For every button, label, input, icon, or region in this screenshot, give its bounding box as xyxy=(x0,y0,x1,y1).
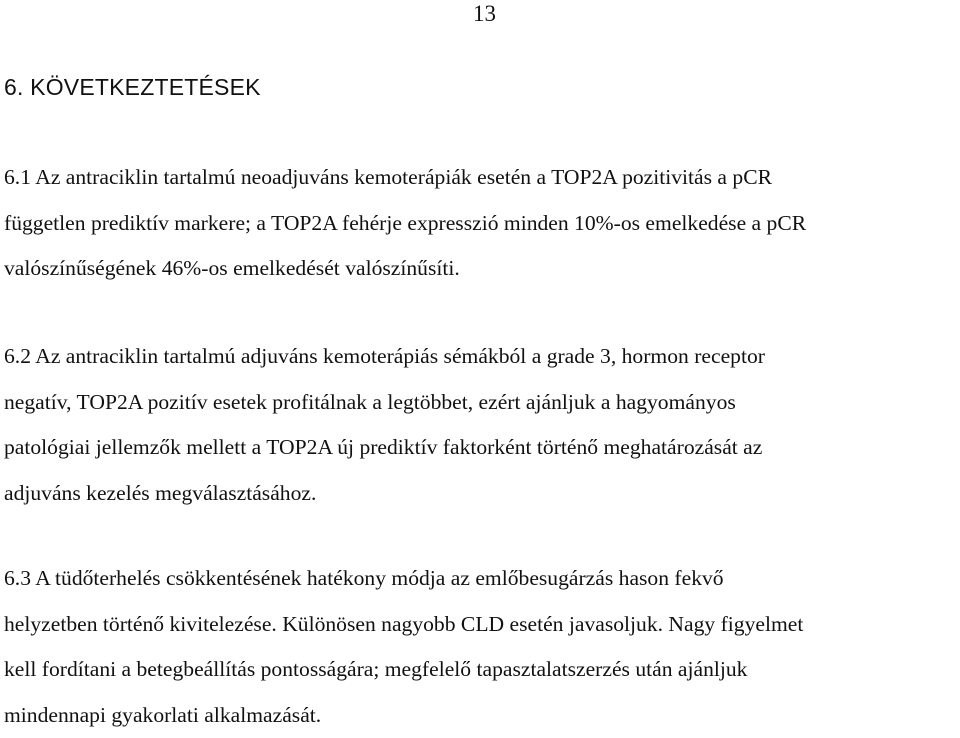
line-text: Az antraciklin tartalmú adjuváns kemoterápiás sémákból a grade 3, hormon receptor xyxy=(35,344,765,368)
conclusion-6-3 xyxy=(4,556,956,738)
paragraph-line: negatív, TOP2A pozitív esetek profitálnak a legtöbbet, ezért ajánljuk a hagyományos xyxy=(4,380,956,426)
paragraph-line: adjuváns kezelés megválasztásához. xyxy=(4,471,956,517)
paragraph-line: kell fordítani a betegbeállítás pontosságára; megfelelő tapasztalatszerzés után ajánljuk xyxy=(4,647,956,693)
page-number: 13 xyxy=(473,0,496,28)
conclusion-6-1 xyxy=(4,155,956,292)
paragraph-line xyxy=(4,556,956,602)
paragraph-line: helyzetben történő kivitelezése. Különösen nagyobb CLD esetén javasoljuk. Nagy figyelmet xyxy=(4,602,956,648)
paragraph-line: független prediktív markere; a TOP2A fehérje expresszió minden 10%-os emelkedése a pCR xyxy=(4,201,956,247)
section-number: 6.2 xyxy=(4,344,31,368)
paragraph-line: valószínűségének 46%-os emelkedését valószínűsíti. xyxy=(4,246,956,292)
section-heading: 6. KÖVETKEZTETÉSEK xyxy=(4,73,261,101)
line-text: Az antraciklin tartalmú neoadjuváns kemoterápiák esetén a TOP2A pozitivitás a pCR xyxy=(35,165,772,189)
paragraph-line: patológiai jellemzők mellett a TOP2A új prediktív faktorként történő meghatározását az xyxy=(4,425,956,471)
line-text: A tüdőterhelés csökkentésének hatékony módja az emlőbesugárzás hason fekvő xyxy=(35,566,723,590)
paragraph-line: mindennapi gyakorlati alkalmazását. xyxy=(4,693,956,738)
section-number: 6.1 xyxy=(4,165,31,189)
paragraph-line xyxy=(4,155,956,201)
section-number: 6.3 xyxy=(4,566,31,590)
conclusion-6-2 xyxy=(4,334,956,516)
paragraph-line xyxy=(4,334,956,380)
